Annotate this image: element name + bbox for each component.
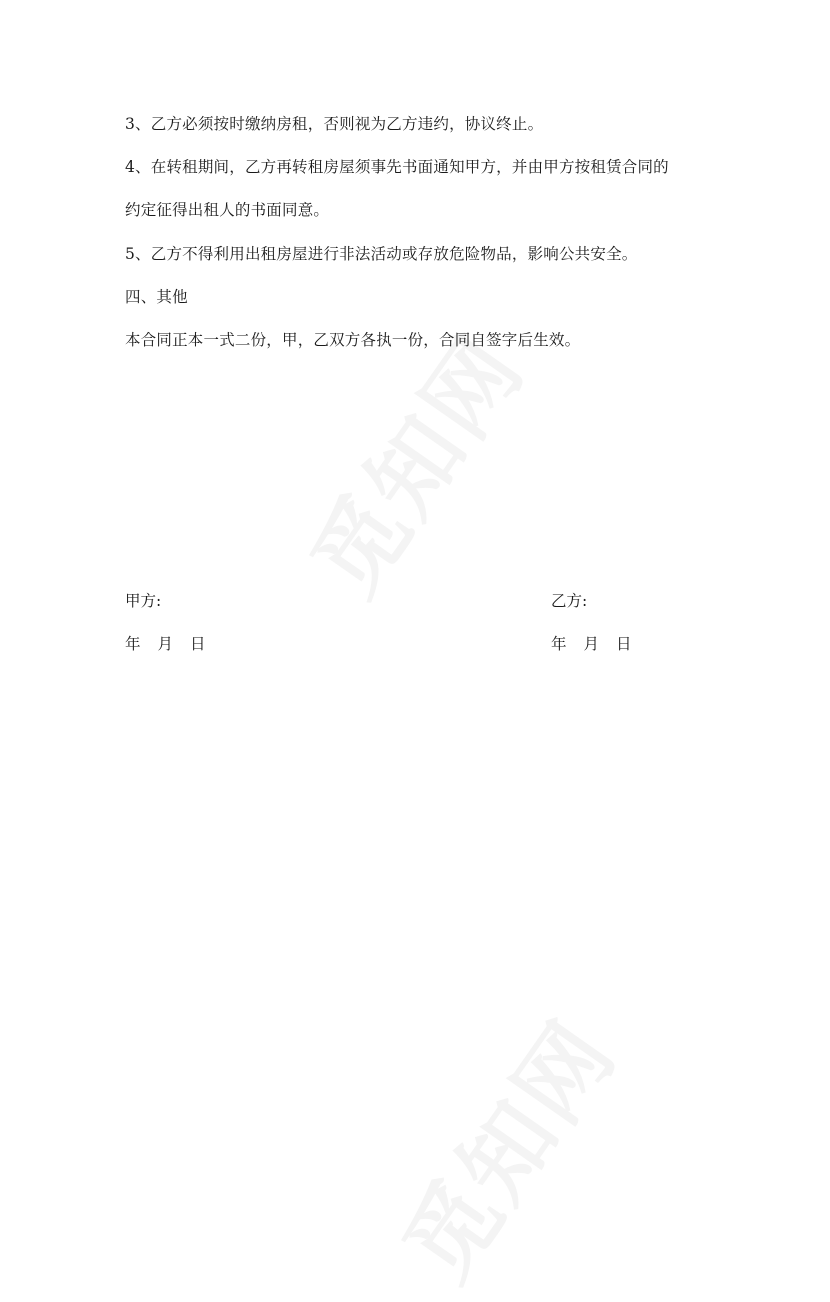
clause-5: 5、乙方不得利用出租房屋进行非法活动或存放危险物品，影响公共安全。 — [125, 245, 638, 263]
date-day: 日 — [616, 635, 632, 653]
clause-4: 4、在转租期间，乙方再转租房屋须事先书面通知甲方，并由甲方按租赁合同的 — [125, 158, 669, 176]
clause-4-continued: 约定征得出租人的书面同意。 — [125, 201, 330, 219]
section-heading-other: 四、其他 — [125, 288, 188, 306]
date-day: 日 — [190, 635, 206, 653]
date-month: 月 — [583, 635, 600, 653]
date-year: 年 — [125, 635, 141, 653]
watermark — [275, 305, 548, 617]
date-year: 年 — [551, 635, 567, 653]
party-a-date — [125, 634, 206, 654]
party-b-date — [551, 634, 632, 654]
date-month: 月 — [157, 635, 174, 653]
clause-3: 3、乙方必须按时缴纳房租，否则视为乙方违约，协议终止。 — [125, 115, 544, 133]
effect-clause: 本合同正本一式二份，甲，乙双方各执一份，合同自签字后生效。 — [125, 331, 581, 349]
party-a-label: 甲方: — [125, 592, 162, 610]
watermark-bottom — [367, 990, 640, 1302]
party-b-label: 乙方: — [551, 592, 588, 610]
